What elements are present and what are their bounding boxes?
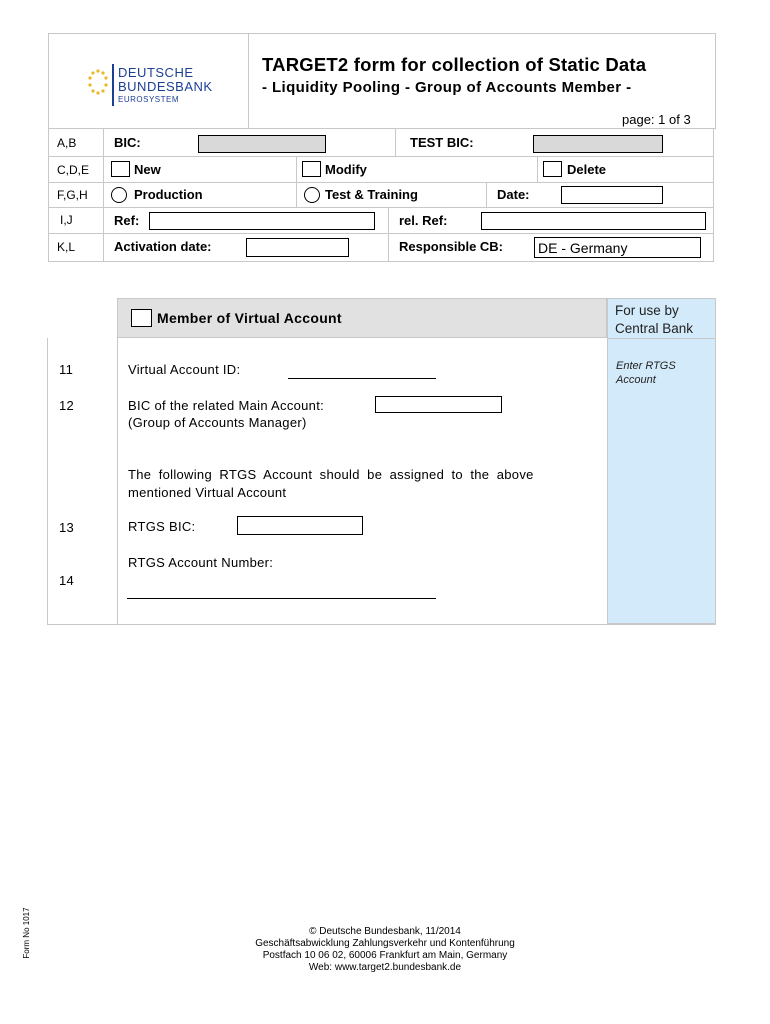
cb-header-line xyxy=(607,338,716,339)
test-bic-field[interactable] xyxy=(533,135,663,153)
cell-divider xyxy=(388,207,389,262)
new-checkbox[interactable] xyxy=(111,161,130,177)
date-label: Date: xyxy=(497,187,530,202)
cell-divider xyxy=(296,156,297,182)
form-number xyxy=(22,903,38,963)
responsible-cb-field[interactable] xyxy=(534,237,701,258)
modify-checkbox[interactable] xyxy=(302,161,321,177)
cell-divider xyxy=(395,129,396,156)
cell-divider xyxy=(486,182,487,207)
logo-line-2: BUNDESBANK xyxy=(118,79,213,94)
row-code-kl: K,L xyxy=(57,240,76,254)
footer-line-2: Geschäftsabwicklung Zahlungsverkehr und Kontenführung xyxy=(255,938,515,949)
header-divider xyxy=(248,33,249,129)
section-bottom-line xyxy=(47,624,716,625)
cb-header xyxy=(615,302,711,338)
row-line xyxy=(48,207,714,208)
form-number-text: Form No 1017 xyxy=(22,907,31,959)
row-line xyxy=(48,156,714,157)
test-training-label: Test & Training xyxy=(325,187,418,202)
virtual-account-id-label: Virtual Account ID: xyxy=(128,362,241,377)
bic-field[interactable] xyxy=(198,135,326,153)
delete-label: Delete xyxy=(567,162,607,177)
ref-field[interactable] xyxy=(149,212,375,230)
assign-text-line-2: mentioned Virtual Account xyxy=(128,485,287,500)
main-account-bic-field[interactable] xyxy=(375,396,502,413)
cell-divider xyxy=(537,156,538,182)
row-num-12: 12 xyxy=(59,398,75,413)
test-bic-label: TEST BIC: xyxy=(410,135,474,150)
row-code-ab: A,B xyxy=(57,136,77,150)
section-left-line-2 xyxy=(117,338,118,625)
rtgs-bic-field[interactable] xyxy=(237,516,363,535)
rel-ref-field[interactable] xyxy=(481,212,706,230)
cb-note xyxy=(616,359,696,387)
responsible-cb-label: Responsible CB: xyxy=(399,239,504,254)
rel-ref-label: rel. Ref: xyxy=(399,213,448,228)
assign-text-line-1: The following RTGS Account should be assigned to the above xyxy=(128,467,534,482)
row-line xyxy=(48,182,714,183)
activation-date-field[interactable] xyxy=(246,238,349,257)
cell-divider xyxy=(296,182,297,207)
logo-line-1: DEUTSCHE xyxy=(118,65,194,80)
row-num-14: 14 xyxy=(59,573,75,588)
production-radio[interactable] xyxy=(111,187,127,203)
form-subtitle: - Liquidity Pooling - Group of Accounts Member - xyxy=(262,79,632,96)
row-num-11: 11 xyxy=(59,362,74,377)
logo-bar xyxy=(112,64,114,106)
form-title: TARGET2 form for collection of Static Data xyxy=(262,54,647,75)
page-indicator: page: 1 of 3 xyxy=(622,112,691,127)
delete-checkbox[interactable] xyxy=(543,161,562,177)
new-label: New xyxy=(134,162,161,177)
euro-stars-icon xyxy=(86,68,110,96)
production-label: Production xyxy=(134,187,203,202)
row-line xyxy=(48,233,714,234)
main-account-bic-sub: (Group of Accounts Manager) xyxy=(128,415,307,430)
code-column-divider xyxy=(103,129,104,262)
footer-line-4: Web: www.target2.bundesbank.de xyxy=(308,962,462,973)
bic-label: BIC: xyxy=(114,135,141,150)
test-training-radio[interactable] xyxy=(304,187,320,203)
footer-line-1: © Deutsche Bundesbank, 11/2014 xyxy=(309,926,461,937)
ref-label: Ref: xyxy=(114,213,140,228)
section-title: Member of Virtual Account xyxy=(157,310,342,326)
activation-date-label: Activation date: xyxy=(114,239,212,254)
footer xyxy=(200,926,570,974)
member-of-virtual-account-checkbox[interactable] xyxy=(131,309,152,327)
bundesbank-logo xyxy=(86,62,236,112)
row-code-ij: I,J xyxy=(60,213,73,227)
row-code-fgh: F,G,H xyxy=(57,188,88,202)
rtgs-bic-label: RTGS BIC: xyxy=(128,519,196,534)
cb-note-text: Enter RTGS Account xyxy=(616,360,676,386)
row-num-13: 13 xyxy=(59,520,75,535)
cb-column xyxy=(607,298,716,624)
date-field[interactable] xyxy=(561,186,663,204)
responsible-cb-value: DE - Germany xyxy=(538,240,628,256)
footer-line-3: Postfach 10 06 02, 60006 Frankfurt am Main, Germany xyxy=(262,950,508,961)
rtgs-account-number-line[interactable] xyxy=(127,598,436,599)
modify-label: Modify xyxy=(325,162,367,177)
section-left-line xyxy=(47,338,48,625)
main-account-bic-label: BIC of the related Main Account: xyxy=(128,398,325,413)
logo-line-3: EUROSYSTEM xyxy=(118,95,180,104)
cb-header-text: For use by Central Bank xyxy=(615,303,694,336)
row-code-cde: C,D,E xyxy=(57,163,90,177)
rtgs-account-number-label: RTGS Account Number: xyxy=(128,555,274,570)
virtual-account-id-line[interactable] xyxy=(288,378,436,379)
